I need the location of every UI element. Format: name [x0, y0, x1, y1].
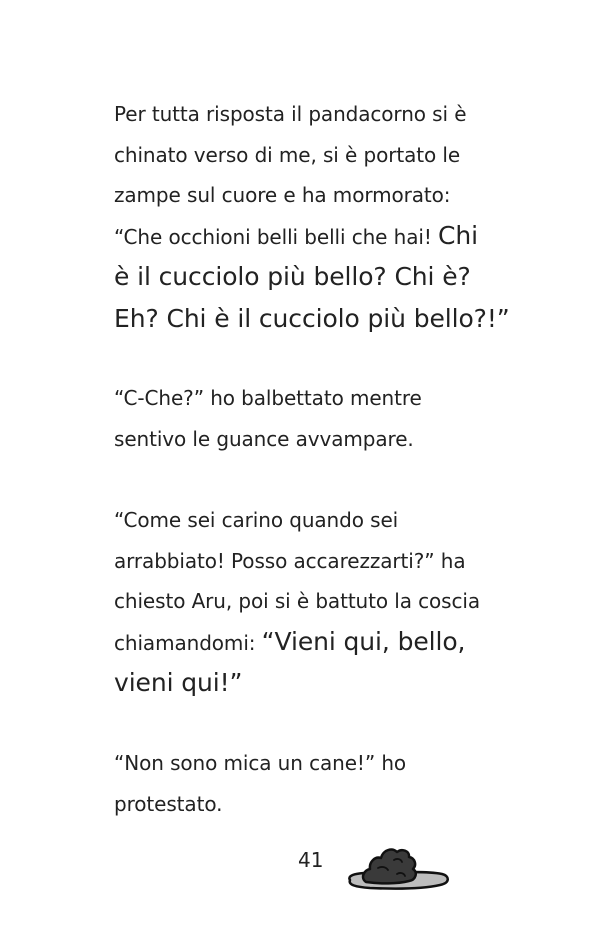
text-line — [114, 299, 534, 340]
text-line — [114, 784, 534, 825]
text-line — [114, 581, 534, 622]
paragraph-1 — [114, 94, 534, 340]
text-run: chiesto Aru, poi si è battuto la coscia — [114, 589, 481, 614]
paragraph-3 — [114, 500, 534, 704]
emphasized-text-run: Eh? Chi è il cucciolo più bello?!” — [114, 303, 510, 333]
text-line — [114, 135, 534, 176]
text-run: arrabbiato! Posso accarezzarti?” ha — [114, 548, 466, 573]
text-run: “Come sei carino quando sei — [114, 508, 399, 532]
emphasized-text-run: “Vieni qui, bello, — [261, 626, 466, 656]
text-line — [114, 622, 534, 664]
text-run: sentivo le guance avvampare. — [114, 426, 414, 451]
emphasized-text-run: è il cucciolo più bello? — [114, 262, 395, 292]
text-run: Per tutta risposta il pandacorno si è — [114, 102, 467, 126]
text-run: “Non sono mica un cane!” ho — [114, 751, 407, 775]
text-run: zampe sul cuore e ha mormorato: — [114, 183, 451, 208]
panda-tail-icon — [342, 836, 452, 892]
paragraph-2 — [114, 378, 534, 459]
text-run: “Che occhioni belli belli che hai! — [114, 224, 438, 249]
page-number: 41 — [298, 848, 324, 872]
text-line — [114, 541, 534, 582]
text-run: chiamandomi: — [114, 630, 262, 655]
text-run: “C-Che?” ho balbettato mentre — [114, 386, 422, 410]
text-line — [114, 500, 534, 541]
text-line — [114, 94, 534, 135]
text-line — [114, 743, 534, 784]
emphasized-text-run: Chi — [438, 220, 478, 250]
text-line — [114, 663, 534, 704]
text-run: protestato. — [114, 791, 223, 816]
paragraph-4 — [114, 743, 534, 824]
text-line — [114, 175, 534, 216]
text-run: chinato verso di me, si è portato le — [114, 142, 461, 167]
text-line — [114, 216, 534, 258]
emphasized-text-run: Chi è? — [394, 262, 471, 292]
text-line — [114, 257, 534, 299]
text-line — [114, 378, 534, 419]
text-line — [114, 419, 534, 460]
emphasized-text-run: vieni qui!” — [114, 668, 243, 698]
